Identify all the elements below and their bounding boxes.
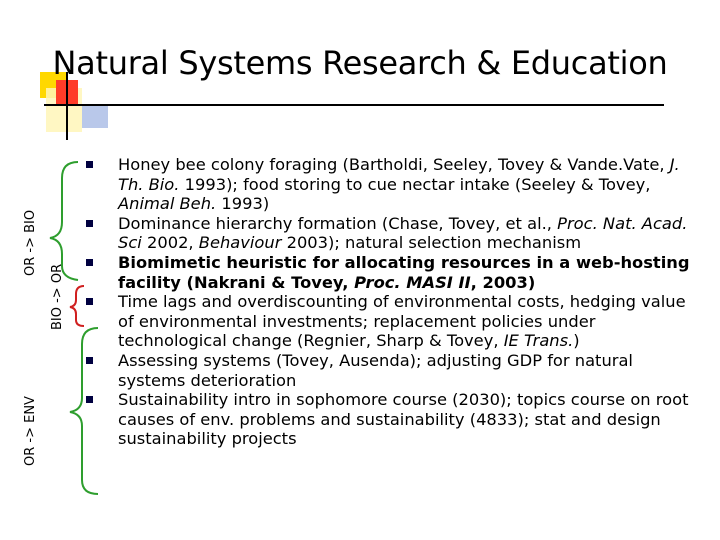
- logo-blue-square: [82, 106, 108, 128]
- square-bullet-icon: [86, 259, 93, 266]
- side-label-bio-or: BIO -> OR: [50, 263, 65, 330]
- brace-bio-or: [70, 286, 84, 326]
- list-item: Honey bee colony foraging (Bartholdi, Seeley, Tovey & Vande.Vate, J. Th. Bio. 1993); food storing to cue nectar intake (Seeley & Tovey, Animal Beh. 1993): [84, 155, 704, 214]
- square-bullet-icon: [86, 161, 93, 168]
- list-item: Assessing systems (Tovey, Ausenda); adjusting GDP for natural systems deterioration: [84, 351, 704, 390]
- square-bullet-icon: [86, 396, 93, 403]
- logo-vertical-line: [66, 72, 68, 140]
- side-label-or-env: OR -> ENV: [23, 396, 38, 466]
- slide-title: Natural Systems Research & Education: [52, 44, 668, 82]
- title-rule: [44, 104, 664, 106]
- list-item: Biomimetic heuristic for allocating resources in a web-hosting facility (Nakrani & Tovey, Proc. MASI II, 2003): [84, 253, 704, 292]
- bullet-list: [84, 155, 704, 449]
- square-bullet-icon: [86, 220, 93, 227]
- list-item: Sustainability intro in sophomore course (2030); topics course on root causes of env. problems and sustainability (4833); stat and design sustainability projects: [84, 390, 704, 449]
- brace-or-bio: [50, 162, 78, 280]
- list-item: Dominance hierarchy formation (Chase, Tovey, et al., Proc. Nat. Acad. Sci 2002, Behaviour 2003); natural selection mechanism: [84, 214, 704, 253]
- square-bullet-icon: [86, 298, 93, 305]
- side-label-or-bio: OR -> BIO: [23, 209, 38, 276]
- square-bullet-icon: [86, 357, 93, 364]
- list-item: Time lags and overdiscounting of environmental costs, hedging value of environmental investments; replacement policies under technological change (Regnier, Sharp & Tovey, IE Trans.): [84, 292, 704, 351]
